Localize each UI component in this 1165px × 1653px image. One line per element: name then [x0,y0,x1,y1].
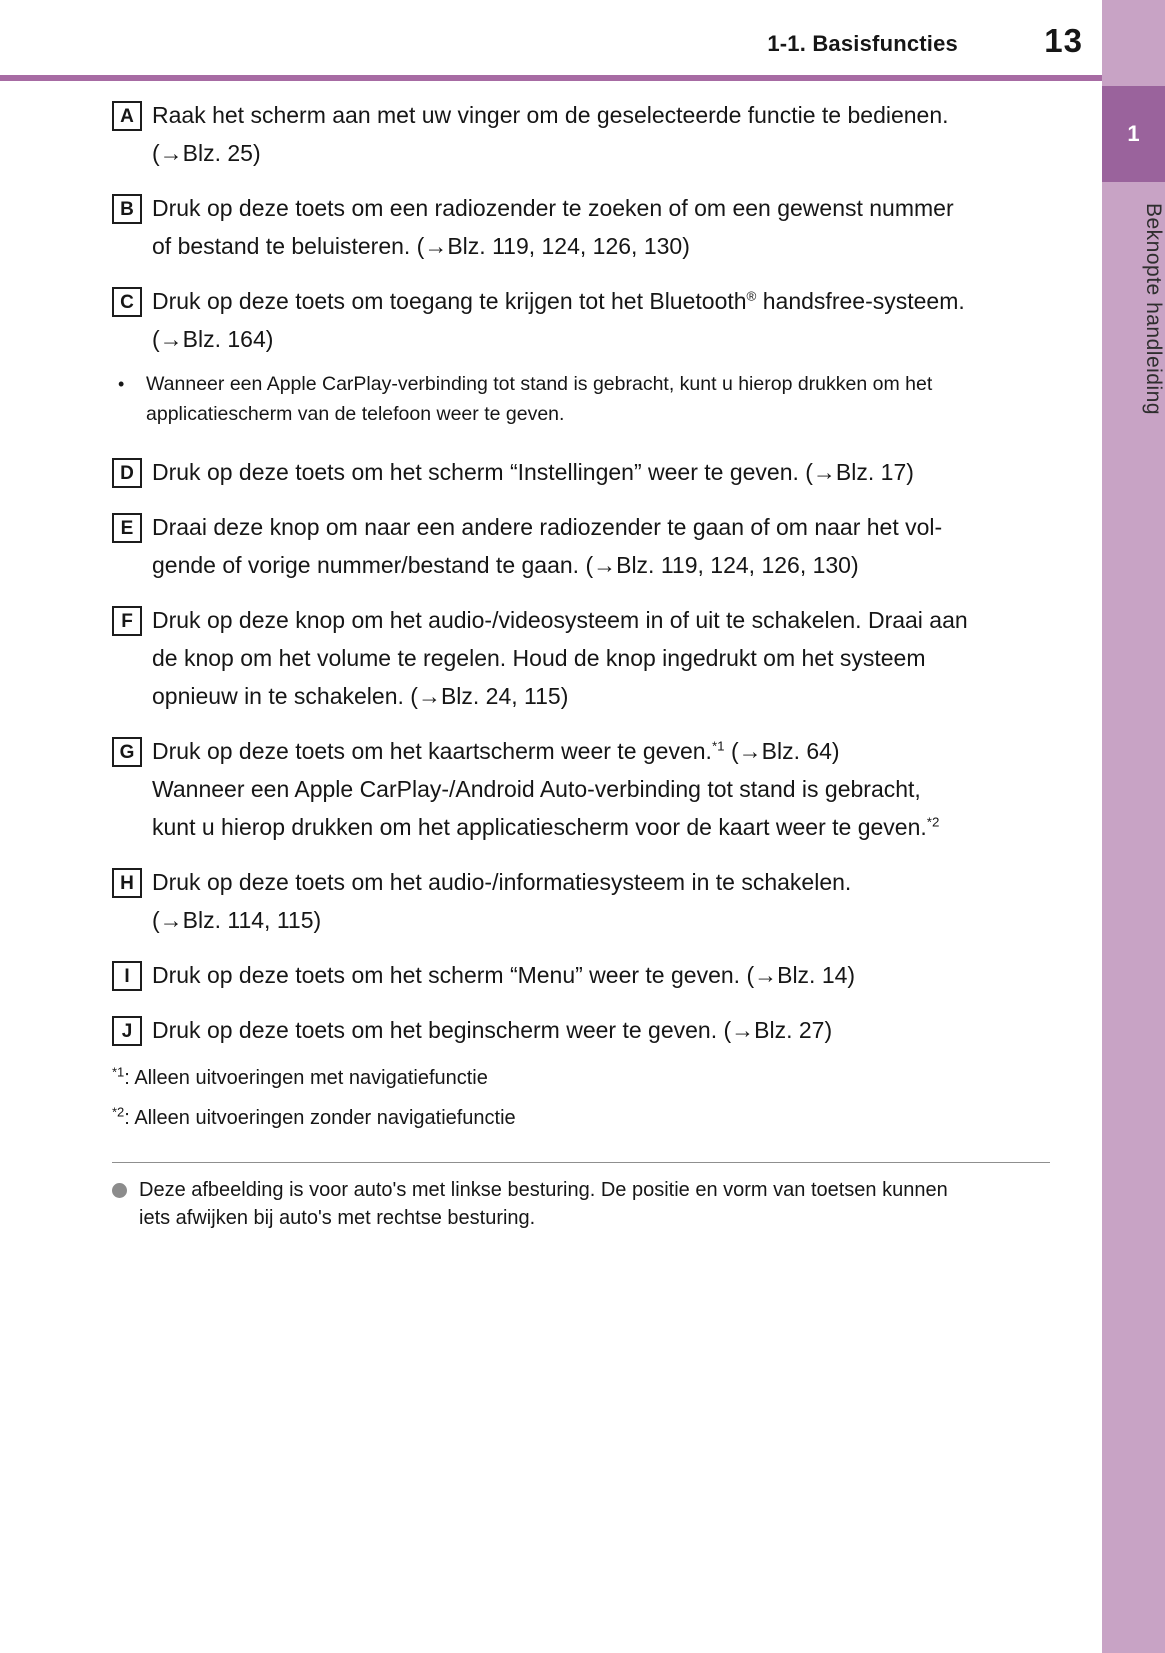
item-text-line [152,227,1052,265]
item-text [152,956,1052,994]
manual-item-e [112,508,1052,584]
text-segment: of bestand te beluisteren. (→Blz. 119, 124, 126, 130) [152,233,690,259]
text-segment: Druk op deze toets om het audio-/informatiesysteem in te schakelen. [152,869,852,895]
bullet-icon: • [118,374,125,394]
item-letter-badge: E [112,513,142,543]
header-section-title: 1-1. Basisfuncties [767,31,958,56]
manual-item-a [112,96,1052,172]
superscript-marker: *1 [711,738,725,754]
manual-item-b [112,189,1052,265]
text-segment: Druk op deze toets om het beginscherm weer te geven. (→Blz. 27) [152,1017,833,1043]
footnotes [112,1066,1052,1130]
footnote-text: Alleen uitvoeringen zonder navigatiefunctie [129,1107,516,1129]
manual-item-d [112,453,1052,491]
text-segment: (→Blz. 64) [724,738,840,764]
item-text-line [152,677,1052,715]
footnote-2 [112,1106,1052,1130]
item-text-line [152,453,1052,491]
item-text-line [152,546,1052,584]
note-bullet-icon [112,1183,127,1198]
item-text-line [152,282,1052,320]
item-sub-note [112,369,1052,429]
item-text [152,601,1052,715]
text-segment: opnieuw in te schakelen. (→Blz. 24, 115) [152,683,569,709]
chapter-number-tab: 1 [1102,86,1165,182]
footnote-text: Alleen uitvoeringen met navigatiefunctie [129,1067,488,1089]
item-letter-badge: B [112,194,142,224]
content-column [112,96,1052,1232]
chapter-sidebar [1102,0,1165,1653]
item-text [152,96,1052,172]
chapter-title-vertical: Beknopte handleiding [1142,203,1165,416]
text-segment: de knop om het volume te regelen. Houd de knop ingedrukt om het systeem [152,645,926,671]
text-segment: Wanneer een Apple CarPlay-/Android Auto-verbinding tot stand is gebracht, [152,776,921,802]
item-text-line [152,901,1052,939]
item-text-line [152,956,1052,994]
text-segment: (→Blz. 164) [152,326,274,352]
footnote-marker: *1 [112,1064,125,1080]
superscript-marker: ® [746,288,757,304]
item-letter-badge: D [112,458,142,488]
bottom-note-line: Deze afbeelding is voor auto's met linkse besturing. De positie en vorm van toetsen kunnen [139,1179,948,1201]
sub-note-line: Wanneer een Apple CarPlay-verbinding tot stand is gebracht, kunt u hierop drukken om het [146,373,933,395]
item-text-line [152,320,1052,358]
manual-item-h [112,863,1052,939]
item-text-line [152,770,1052,808]
footnote-1 [112,1066,1052,1090]
bottom-note [112,1176,1052,1232]
superscript-marker: *2 [926,814,940,830]
item-text-line [152,96,1052,134]
text-segment: (→Blz. 25) [152,140,261,166]
item-text [152,732,1052,846]
footnote-marker: *2 [112,1104,125,1120]
text-segment: Druk op deze toets om het scherm “Menu” weer te geven. (→Blz. 14) [152,962,856,988]
text-segment: handsfree-systeem. [756,288,965,314]
item-text [152,1011,1052,1049]
item-text-line [152,508,1052,546]
footnote-colon: : [124,1067,130,1089]
item-text-line [152,134,1052,172]
item-text [152,282,1052,358]
manual-item-f [112,601,1052,715]
item-letter-badge: A [112,101,142,131]
item-text-line [152,732,1052,770]
item-text-line [152,189,1052,227]
bottom-divider-rule [112,1162,1050,1163]
item-text [152,453,1052,491]
item-text-line [152,863,1052,901]
text-segment: kunt u hierop drukken om het applicatiescherm voor de kaart weer te geven. [152,814,927,840]
item-text [152,863,1052,939]
page-number: 13 [1044,22,1083,59]
text-segment: Druk op deze toets om het kaartscherm weer te geven. [152,738,712,764]
item-text-line [152,639,1052,677]
text-segment: Druk op deze toets om een radiozender te zoeken of om een gewenst nummer [152,195,954,221]
text-segment: Druk op deze toets om het scherm “Instellingen” weer te geven. (→Blz. 17) [152,459,914,485]
items-list [112,96,1052,1049]
item-text-line [152,1011,1052,1049]
header-divider-rule [0,75,1102,81]
text-segment: (→Blz. 114, 115) [152,907,322,933]
item-letter-badge: C [112,287,142,317]
item-letter-badge: J [112,1016,142,1046]
manual-item-g [112,732,1052,846]
text-segment: Raak het scherm aan met uw vinger om de geselecteerde functie te bedienen. [152,102,949,128]
sub-note-line: applicatiescherm van de telefoon weer te geven. [146,403,565,425]
item-text-line [152,808,1052,846]
manual-item-c [112,282,1052,358]
item-letter-badge: G [112,737,142,767]
footnote-colon: : [124,1107,130,1129]
item-letter-badge: I [112,961,142,991]
text-segment: Draai deze knop om naar een andere radiozender te gaan of om naar het vol- [152,514,943,540]
item-text [152,508,1052,584]
item-text-line [152,601,1052,639]
item-text [152,189,1052,265]
manual-item-i [112,956,1052,994]
item-letter-badge: H [112,868,142,898]
text-segment: Druk op deze toets om toegang te krijgen tot het Bluetooth [152,288,747,314]
manual-item-j [112,1011,1052,1049]
bottom-note-line: iets afwijken bij auto's met rechtse besturing. [139,1207,536,1229]
text-segment: Druk op deze knop om het audio-/videosysteem in of uit te schakelen. Draai aan [152,607,968,633]
text-segment: gende of vorige nummer/bestand te gaan. (→Blz. 119, 124, 126, 130) [152,552,859,578]
item-letter-badge: F [112,606,142,636]
